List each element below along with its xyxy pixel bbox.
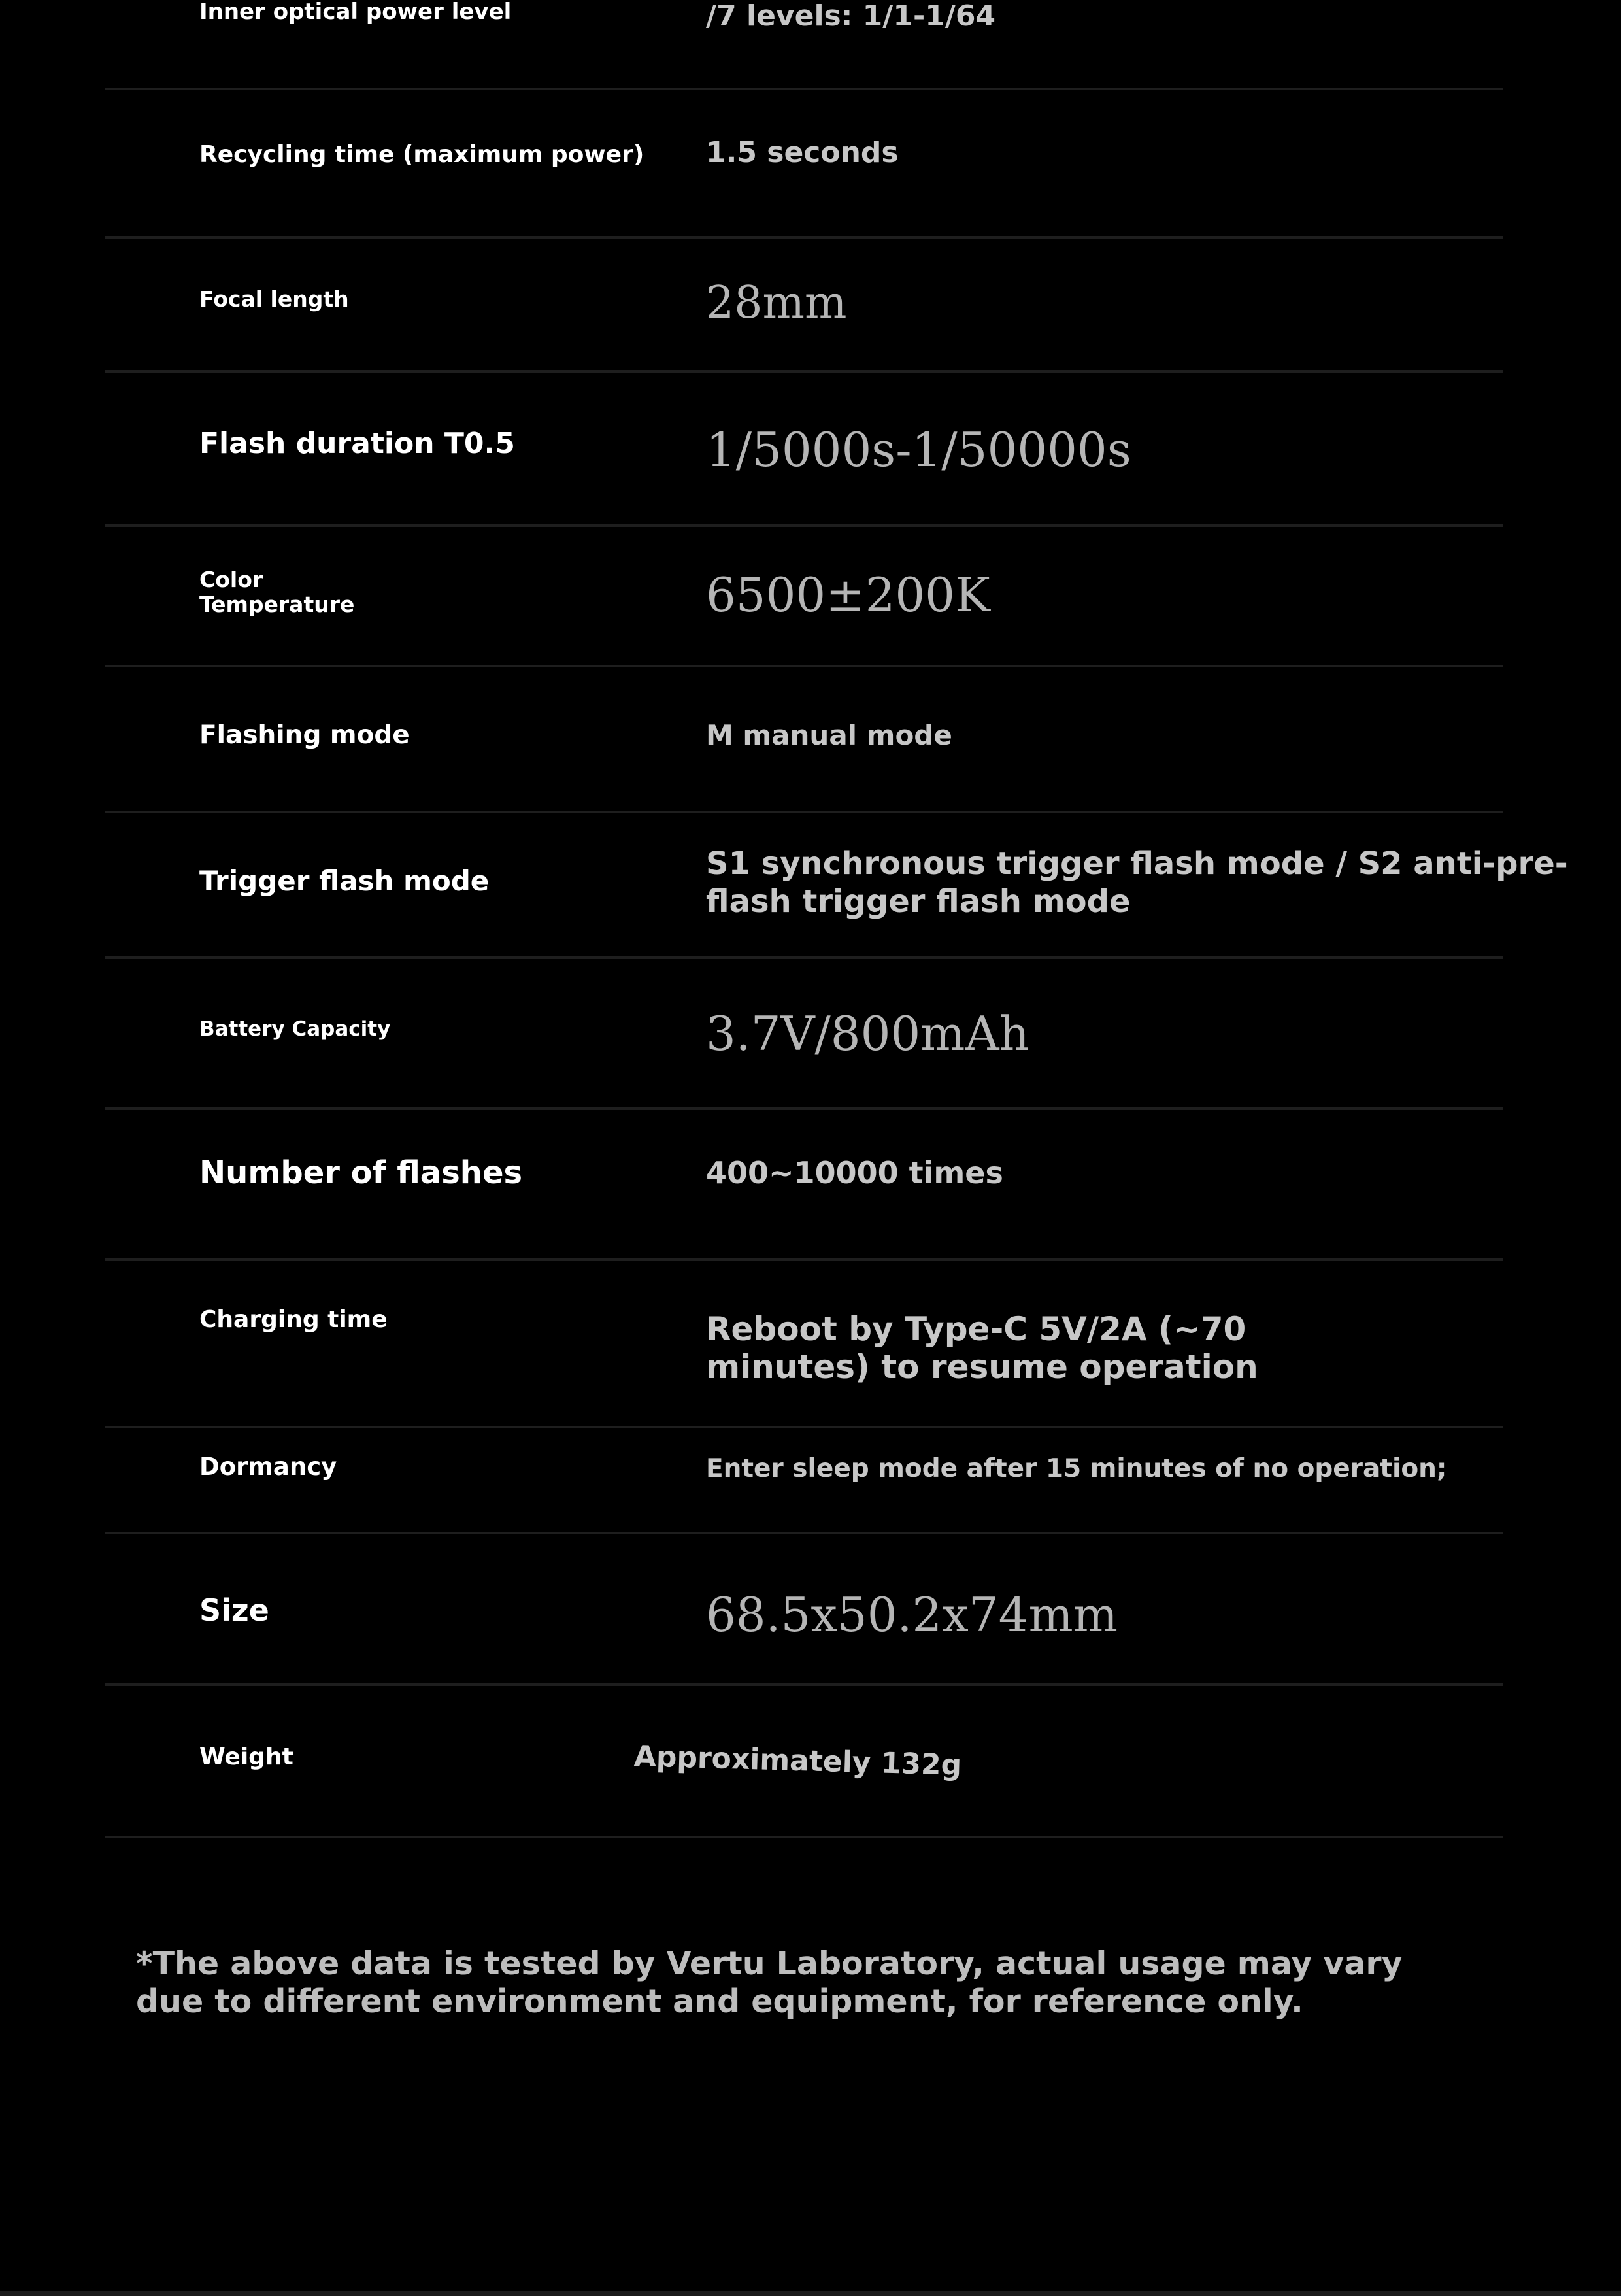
row-divider <box>105 1107 1503 1110</box>
spec-label-recycling-time: Recycling time (maximum power) <box>199 141 644 168</box>
spec-value-flashing-mode: M manual mode <box>706 719 952 751</box>
row-divider <box>105 1836 1503 1838</box>
row-divider <box>105 524 1503 527</box>
spec-value-line: flash trigger flash mode <box>706 883 1131 920</box>
spec-value-line: Reboot by Type-C 5V/2A (~70 <box>706 1310 1246 1348</box>
disclaimer-line: due to different environment and equipment, for reference only. <box>136 1983 1303 2020</box>
spec-label-battery-capacity: Battery Capacity <box>199 1017 391 1041</box>
spec-label-focal-length: Focal length <box>199 286 349 312</box>
spec-label-inner-optical-power: Inner optical power level <box>199 0 512 25</box>
spec-label-dormancy: Dormancy <box>199 1453 337 1481</box>
spec-value-inner-optical-power: /7 levels: 1/1-1/64 <box>706 0 996 33</box>
spec-value-charging-time <box>706 1310 1258 1386</box>
disclaimer-note <box>136 1945 1509 2021</box>
row-divider <box>105 1532 1503 1534</box>
spec-value-line: S1 synchronous trigger flash mode / S2 anti-pre- <box>706 845 1568 882</box>
row-divider <box>105 665 1503 667</box>
spec-value-dormancy: Enter sleep mode after 15 minutes of no operation; <box>706 1454 1447 1483</box>
row-divider <box>105 1258 1503 1261</box>
row-divider <box>105 236 1503 239</box>
spec-value-focal-length: 28mm <box>706 277 847 329</box>
spec-value-flash-duration: 1/5000s-1/50000s <box>706 422 1131 477</box>
spec-label-size: Size <box>199 1593 269 1628</box>
spec-label-flash-duration: Flash duration T0.5 <box>199 427 515 460</box>
spec-value-weight: Approximately 132g <box>633 1740 962 1782</box>
spec-value-recycling-time: 1.5 seconds <box>706 136 899 169</box>
spec-label-color-temperature <box>199 567 354 617</box>
disclaimer-line: *The above data is tested by Vertu Laboratory, actual usage may vary <box>136 1945 1403 1982</box>
row-divider <box>105 1683 1503 1686</box>
spec-value-number-of-flashes: 400~10000 times <box>706 1155 1003 1190</box>
bottom-edge-strip <box>0 2291 1621 2296</box>
spec-value-battery-capacity: 3.7V/800mAh <box>706 1006 1029 1061</box>
row-divider <box>105 811 1503 813</box>
row-divider <box>105 956 1503 959</box>
spec-label-line: Color <box>199 567 263 592</box>
spec-value-trigger-flash-mode <box>706 845 1568 920</box>
spec-label-flashing-mode: Flashing mode <box>199 720 410 750</box>
spec-label-charging-time: Charging time <box>199 1306 388 1333</box>
spec-label-number-of-flashes: Number of flashes <box>199 1155 523 1191</box>
spec-label-line: Temperature <box>199 592 355 617</box>
row-divider <box>105 1426 1503 1428</box>
spec-value-color-temperature: 6500±200K <box>706 567 990 622</box>
row-divider <box>105 88 1503 90</box>
spec-value-size: 68.5x50.2x74mm <box>706 1587 1118 1642</box>
row-divider <box>105 370 1503 373</box>
spec-label-weight: Weight <box>199 1744 293 1770</box>
spec-label-trigger-flash-mode: Trigger flash mode <box>199 865 490 897</box>
spec-value-line: minutes) to resume operation <box>706 1348 1258 1386</box>
